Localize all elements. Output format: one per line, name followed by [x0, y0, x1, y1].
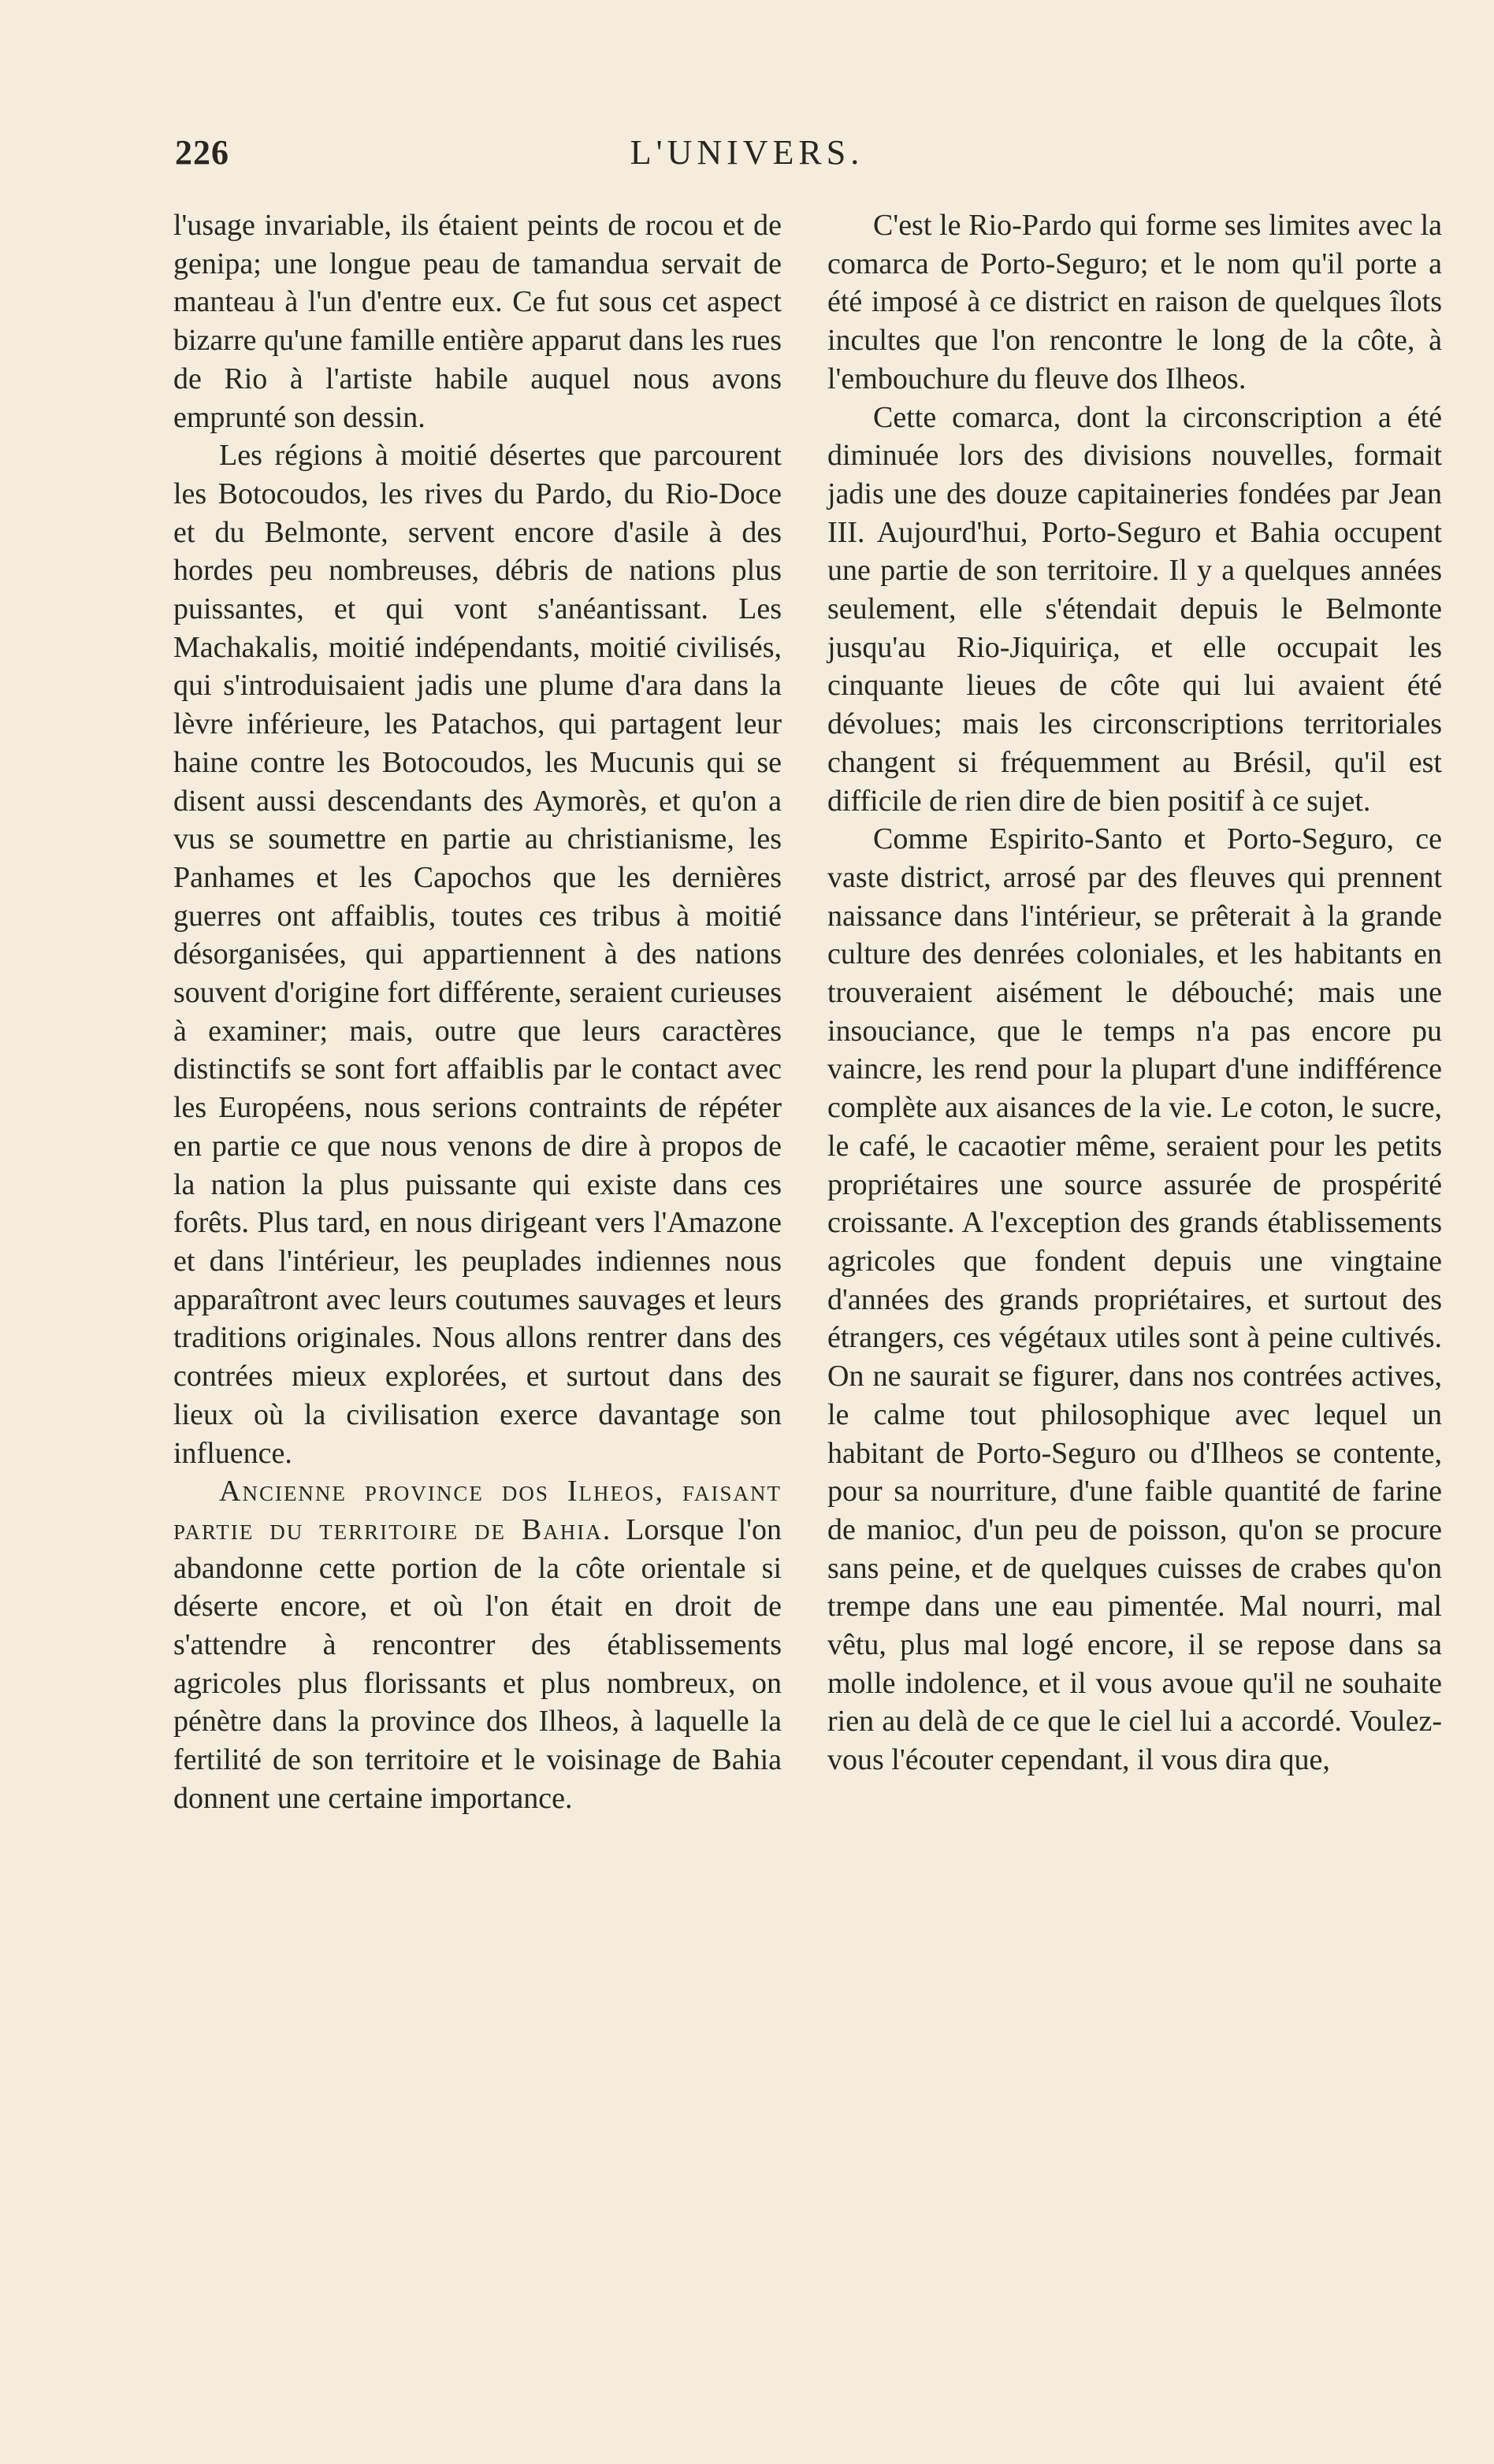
- left-paragraph-3: [173, 1472, 782, 1817]
- left-column: [173, 206, 782, 1818]
- left-paragraph-2: Les régions à moitié désertes que parcourent les Botocoudos, les rives du Pardo, du Rio-Doce et du Belmonte, servent encore d'asile à des hordes peu nombreuses, débris de nations plus puissantes, et qui vont s'anéantissant. Les Machakalis, moitié indépendants, moitié civilisés, qui s'introduisaient jadis une plume d'ara dans la lèvre inférieure, les Patachos, qui partagent leur haine contre les Botocoudos, les Mucunis qui se disent aussi descendants des Aymorès, et qu'on a vus se soumettre en partie au christianisme, les Panhames et les Capochos que les dernières guerres ont affaiblis, toutes ces tribus à moitié désorganisées, qui appartiennent à des nations souvent d'origine fort différente, seraient curieuses à examiner; mais, outre que leurs caractères distinctifs se sont fort affaiblis par le contact avec les Européens, nous serions contraints de répéter en partie ce que nous venons de dire à propos de la nation la plus puissante qui existe dans ces forêts. Plus tard, en nous dirigeant vers l'Amazone et dans l'intérieur, les peuplades indiennes nous apparaîtront avec leurs coutumes sauvages et leurs traditions originales. Nous allons rentrer dans des contrées mieux explorées, et surtout dans des lieux où la civilisation exerce davantage son influence.: [173, 439, 782, 1470]
- section-heading: Ancienne province dos Ilheos, faisant partie du territoire de Bahia.: [173, 1475, 782, 1546]
- right-column: [827, 206, 1442, 1779]
- section-body: Lorsque l'on abandonne cette portion de la côte orientale si déserte encore, et où l'on était en droit de s'attendre à rencontrer des établissements agricoles plus florissants et plus nombreux, on pénètre dans la province dos Ilheos, à laquelle la fertilité de son territoire et le voisinage de Bahia donnent une certaine importance.: [173, 1512, 782, 1815]
- page-number: 226: [175, 133, 229, 172]
- right-paragraph-1: C'est le Rio-Pardo qui forme ses limites avec la comarca de Porto-Seguro; et le nom qu'il porte a été imposé à ce district en raison de quelques îlots incultes que l'on rencontre le long de la côte, à l'embouchure du fleuve dos Ilheos.: [827, 209, 1442, 395]
- right-paragraph-3: Comme Espirito-Santo et Porto-Seguro, ce vaste district, arrosé par des fleuves qui prennent naissance dans l'intérieur, se prêterait à la grande culture des denrées coloniales, et les habitants en trouveraient aisément le débouché; mais une insouciance, que le temps n'a pas encore pu vaincre, les rend pour la plupart d'une indifférence complète aux aisances de la vie. Le coton, le sucre, le café, le cacaotier même, seraient pour les petits propriétaires une source assurée de prospérité croissante. A l'exception des grands établissements agricoles que fondent depuis une vingtaine d'années des grands propriétaires, et surtout des étrangers, ces végétaux utiles sont à peine cultivés. On ne saurait se figurer, dans nos contrées actives, le calme tout philosophique avec lequel un habitant de Porto-Seguro ou d'Ilheos se contente, pour sa nourriture, d'une faible quantité de farine de manioc, d'un peu de poisson, qu'on se procure sans peine, et de quelques cuisses de crabes qu'on trempe dans une eau pimentée. Mal nourri, mal vêtu, plus mal logé encore, il se repose dans sa molle indolence, et il vous avoue qu'il ne souhaite rien au delà de ce que le ciel lui a accordé. Voulez-vous l'écouter cependant, il vous dira que,: [827, 822, 1442, 1777]
- running-title: L'UNIVERS.: [630, 133, 864, 172]
- left-paragraph-1: l'usage invariable, ils étaient peints de rocou et de genipa; une longue peau de tamandua servait de manteau à l'un d'entre eux. Ce fut sous cet aspect bizarre qu'une famille entière apparut dans les rues de Rio à l'artiste habile auquel nous avons emprunté son dessin.: [173, 209, 782, 434]
- right-paragraph-2: Cette comarca, dont la circonscription a été diminuée lors des divisions nouvelles, formait jadis une des douze capitaineries fondées par Jean III. Aujourd'hui, Porto-Seguro et Bahia occupent une partie de son territoire. Il y a quelques années seulement, elle s'étendait depuis le Belmonte jusqu'au Rio-Jiquiriça, et elle occupait les cinquante lieues de côte qui lui avaient été dévolues; mais les circonscriptions territoriales changent si fréquemment au Brésil, qu'il est difficile de rien dire de bien positif à ce sujet.: [827, 400, 1442, 818]
